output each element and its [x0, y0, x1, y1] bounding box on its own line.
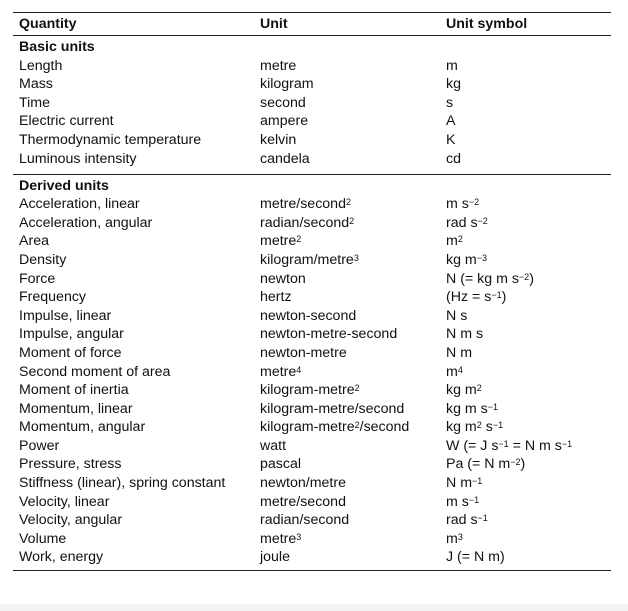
derived-unit-row — [13, 343, 611, 362]
unit-cell: newton-metre — [260, 344, 347, 361]
quantity-cell: Power — [19, 437, 60, 454]
symbol-cell: kg $m^2$ $s^{-1}$ — [446, 419, 504, 436]
derived-unit-row — [13, 436, 611, 455]
quantity-cell: Length — [19, 57, 63, 74]
unit-cell: newton/metre — [260, 475, 346, 492]
unit-cell: candela — [260, 150, 310, 167]
quantity-cell: Momentum, linear — [19, 400, 133, 417]
symbol-cell: N $m^{-1}$ — [446, 475, 483, 492]
unit-cell: second — [260, 94, 306, 111]
symbol-cell: $(Hz = s^{-1})$ — [446, 289, 507, 306]
unit-cell: metre/second$^2$ — [260, 196, 351, 213]
symbol-cell: m — [446, 57, 458, 74]
symbol-cell: $m^2$ — [446, 233, 463, 250]
header-symbol: Unit symbol — [446, 16, 528, 32]
derived-unit-row — [13, 455, 611, 474]
basic-unit-row — [13, 149, 611, 168]
symbol-cell: $m^3$ — [446, 530, 463, 547]
bottom-rule — [13, 570, 611, 571]
quantity-cell: Density — [19, 251, 67, 268]
quantity-cell: Luminous intensity — [19, 150, 137, 167]
quantity-cell: Electric current — [19, 113, 114, 130]
unit-cell: newton — [260, 270, 306, 287]
header-quantity: Quantity — [19, 16, 77, 32]
symbol-cell: rad $s^{-1}$ — [446, 512, 488, 529]
unit-cell: metre/second — [260, 493, 346, 510]
derived-unit-row — [13, 529, 611, 548]
symbol-cell: K — [446, 131, 456, 148]
symbol-cell: N m — [446, 344, 473, 361]
basic-units-body — [13, 56, 611, 168]
unit-cell: newton-metre-second — [260, 326, 398, 343]
quantity-cell: Moment of force — [19, 344, 122, 361]
quantity-cell: Impulse, linear — [19, 307, 112, 324]
symbol-cell: rad $s^{-2}$ — [446, 214, 488, 231]
basic-units-title: Basic units — [19, 39, 95, 55]
unit-cell: metre$^4$ — [260, 363, 302, 380]
derived-unit-row — [13, 232, 611, 251]
unit-cell: kelvin — [260, 131, 297, 148]
quantity-cell: Force — [19, 270, 56, 287]
symbol-cell: W (= J $s^{-1} = N$ m $s^{-1}$ — [446, 437, 573, 454]
symbol-cell: m $s^{-1}$ — [446, 493, 480, 510]
derived-unit-row — [13, 250, 611, 269]
quantity-cell: Velocity, linear — [19, 493, 110, 510]
basic-unit-row — [13, 75, 611, 94]
basic-unit-row — [13, 56, 611, 75]
quantity-cell: Acceleration, linear — [19, 196, 140, 213]
symbol-cell: N m s — [446, 326, 484, 343]
quantity-cell: Stiffness (linear), spring constant — [19, 475, 226, 492]
derived-unit-row — [13, 325, 611, 344]
unit-cell: hertz — [260, 289, 292, 306]
derived-unit-row — [13, 399, 611, 418]
quantity-cell: Second moment of area — [19, 363, 171, 380]
derived-unit-row — [13, 473, 611, 492]
section-title-basic — [13, 36, 611, 56]
derived-unit-row — [13, 418, 611, 437]
derived-units-body — [13, 195, 611, 567]
quantity-cell: Momentum, angular — [19, 419, 146, 436]
basic-unit-row — [13, 130, 611, 149]
unit-cell: metre$^2$ — [260, 233, 302, 250]
quantity-cell: Thermodynamic temperature — [19, 131, 202, 148]
unit-cell: ampere — [260, 113, 309, 130]
quantity-cell: Velocity, angular — [19, 512, 123, 529]
derived-unit-row — [13, 511, 611, 530]
symbol-cell: cd — [446, 150, 461, 167]
basic-unit-row — [13, 112, 611, 131]
quantity-cell: Work, energy — [19, 549, 104, 566]
units-table — [13, 12, 611, 571]
unit-cell: kilogram — [260, 76, 314, 93]
symbol-cell: N s — [446, 307, 468, 324]
symbol-cell: kg — [446, 76, 461, 93]
unit-cell: joule — [260, 549, 290, 566]
unit-cell: newton-second — [260, 307, 357, 324]
header-row — [13, 13, 611, 35]
quantity-cell: Volume — [19, 530, 67, 547]
derived-unit-row — [13, 213, 611, 232]
derived-unit-row — [13, 492, 611, 511]
quantity-cell: Mass — [19, 76, 53, 93]
quantity-cell: Acceleration, angular — [19, 214, 153, 231]
derived-unit-row — [13, 288, 611, 307]
derived-units-title: Derived units — [19, 177, 109, 194]
bottom-strip — [0, 604, 628, 611]
unit-cell: watt — [260, 437, 287, 454]
symbol-cell: $m^4$ — [446, 363, 463, 380]
derived-unit-row — [13, 362, 611, 381]
basic-unit-row — [13, 93, 611, 112]
symbol-cell: s — [446, 94, 454, 111]
unit-cell: kilogram/metre$^3$ — [260, 251, 359, 268]
symbol-cell: kg $m^{-3}$ — [446, 251, 488, 268]
unit-cell: radian/second — [260, 512, 350, 529]
derived-unit-row — [13, 548, 611, 567]
derived-unit-row — [13, 306, 611, 325]
unit-cell: metre — [260, 57, 297, 74]
derived-unit-row — [13, 269, 611, 288]
quantity-cell: Area — [19, 233, 49, 250]
symbol-cell: kg $m^2$ — [446, 382, 482, 399]
symbol-cell: J (= N m) — [446, 549, 505, 566]
derived-unit-row — [13, 195, 611, 214]
section-title-derived — [13, 175, 611, 195]
unit-cell: kilogram-metre/second — [260, 400, 405, 417]
symbol-cell: A — [446, 113, 456, 130]
quantity-cell: Impulse, angular — [19, 326, 124, 343]
unit-cell: kilogram-metre$^2$/second — [260, 419, 410, 436]
quantity-cell: Time — [19, 94, 51, 111]
unit-cell: radian/second$^2$ — [260, 214, 355, 231]
quantity-cell: Frequency — [19, 289, 87, 306]
symbol-cell: Pa (= N $m^{-2}$) — [446, 456, 526, 473]
symbol-cell: N (= kg m $s^{-2}$) — [446, 270, 534, 287]
unit-cell: metre$^3$ — [260, 530, 302, 547]
unit-cell: kilogram-metre$^2$ — [260, 382, 360, 399]
unit-cell: pascal — [260, 456, 302, 473]
quantity-cell: Moment of inertia — [19, 382, 129, 399]
symbol-cell: m $s^{-2}$ — [446, 196, 480, 213]
symbol-cell: kg m $s^{-1}$ — [446, 400, 499, 417]
derived-unit-row — [13, 381, 611, 400]
header-unit: Unit — [260, 16, 288, 32]
quantity-cell: Pressure, stress — [19, 456, 122, 473]
